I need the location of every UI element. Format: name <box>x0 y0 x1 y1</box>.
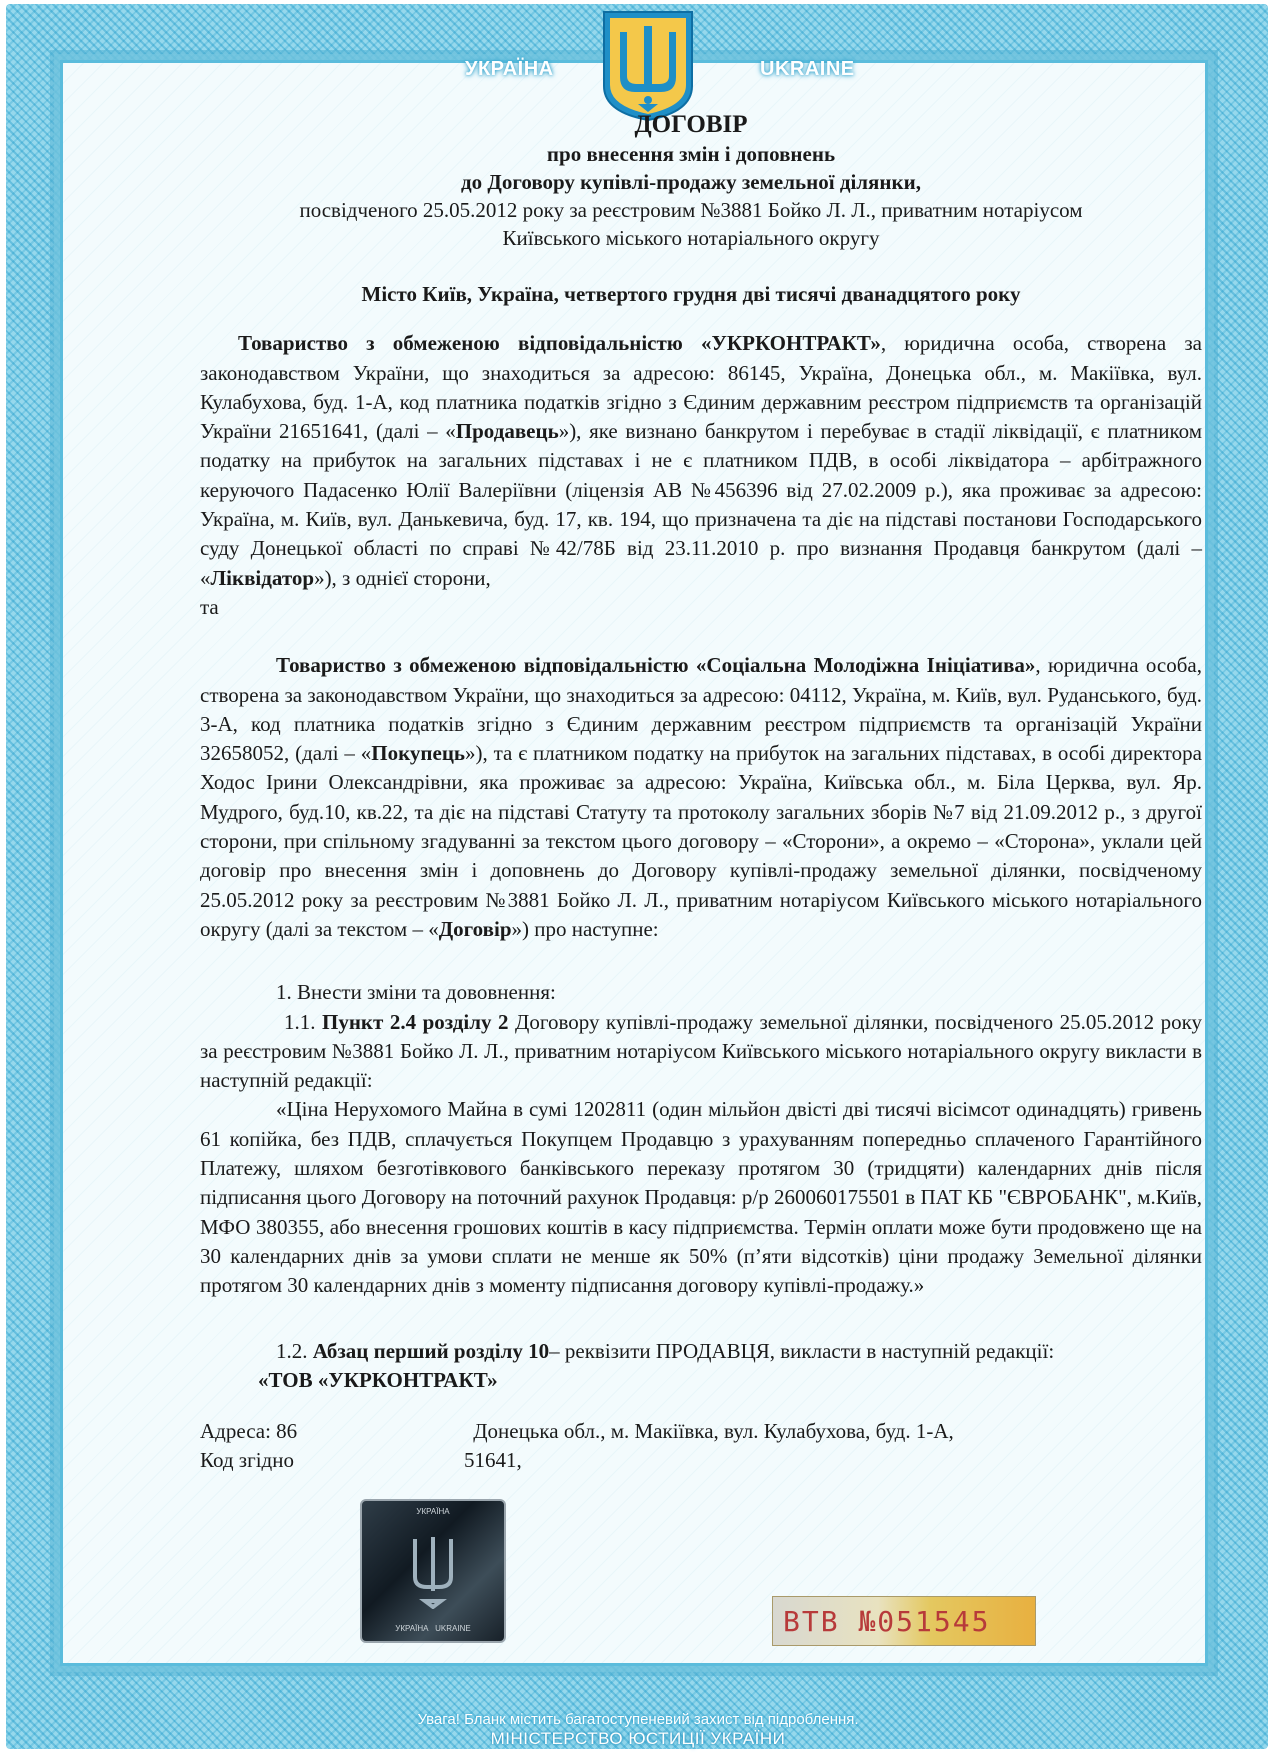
seller-requisites-name: «ТОВ «УКРКОНТРАКТ» <box>258 1367 498 1392</box>
hologram-sticker <box>360 1499 506 1643</box>
hologram-label-top <box>362 1507 504 1516</box>
spacer <box>200 1395 1202 1417</box>
hologram-label-bottom <box>362 1624 504 1633</box>
hologram-label-ua: УКРАЇНА <box>416 1507 450 1516</box>
party-buyer-name: Товариство з обмеженою відповідальністю «Соціальна Молодіжна Ініціатива» <box>276 653 1036 678</box>
clause-1-2-reference: Абзац перший розділу 10 <box>312 1338 550 1363</box>
party-seller-text-2: »), яке визнано банкрутом і перебуває в стадії ліквідації, є платником податку на прибуток на загальних підставах і не є платником ПДВ, в особі ліквідатора – арбітражного керуючого Падасенко Юлії Валеріївни (ліцензія АВ №456396 від 27.02.2009 р.), яка проживає за адресою: Україна, м. Київ, вул. Данькевича, буд. 17, кв. 194, що призначена та діє на підставі постанови Господарського суду Донецької області по справі №42/78Б від 23.11.2010 р. про визнання Продавця банкрутом (далі – « <box>200 419 1202 590</box>
serial-number-text: ВТВ №051545 <box>783 1605 991 1638</box>
seller-address-line <box>200 1417 1202 1446</box>
liquidator-term: Ліквідатор <box>210 565 315 590</box>
hologram-label-ua-bottom: УКРАЇНА <box>395 1624 429 1633</box>
blank-label-ukraine-en: UKRAINE <box>760 58 855 80</box>
party-seller-name: Товариство з обмеженою відповідальністю «УКРКОНТРАКТ» <box>238 331 881 356</box>
contract-term: Договір <box>438 916 512 941</box>
clause-1-heading: 1. Внести зміни та дововнення: <box>276 980 556 1005</box>
party-seller-text-3: »), з однієї сторони, <box>314 565 491 590</box>
party-seller-text-1: , юридична особа, створена за законодавством України, що знаходиться за адресою: 86145, Україна, Донецька обл., м. Макіївка, вул. Кулабухова, буд. 1-А, код платника податків згідно з Єдиним державним реєстром підприємств та організацій України 21651641, (далі – « <box>200 331 1202 444</box>
document-subtitle-3: посвідченого 25.05.2012 року за реєстровим №3881 Бойко Л. Л., приватним нотаріусом <box>299 198 1083 222</box>
hologram-trident-icon <box>403 1529 463 1609</box>
blank-serial-number <box>772 1596 1036 1646</box>
trident-emblem-icon <box>598 8 698 122</box>
seller-address-end: Донецька обл., м. Макіївка, вул. Кулабухова, буд. 1-А, <box>473 1419 954 1444</box>
document-body <box>200 110 1202 1476</box>
spacer <box>200 944 1202 978</box>
hologram-label-en: UKRAINE <box>435 1624 471 1633</box>
spacer <box>200 1301 1202 1337</box>
clause-1-1-reference: Пункт 2.4 розділу 2 <box>322 1009 509 1034</box>
party-buyer-paragraph <box>200 651 1202 944</box>
clause-1-1-quote: «Ціна Нерухомого Майна в сумі 1202811 (один мільйон двісті дві тисячі вісімсот одинадцять) гривень 61 копійка, без ПДВ, сплачується Покупцем Продавцю з урахуванням попередньо сплаченого Гарантійного Платежу, шляхом безготівкового банківського переказу протягом 30 (тридцяти) календарних днів після підписання цього Договору на поточний рахунок Продавця: р/р 260060175501 в ПАТ КБ "ЄВРОБАНК", м.Київ, МФО 380355, або внесення грошових коштів в касу підприємства. Термін оплати може бути продовжено ще на 30 календарних днів за умови сплати не менше як 50% (п’яти відсотків) ціни продажу Земельної ділянки протягом 30 календарних днів з моменту підписання договору купівлі-продажу.» <box>200 1097 1202 1298</box>
seller-address-start: Адреса: 86 <box>200 1419 298 1444</box>
clause-1-1-number: 1.1. <box>284 1009 322 1034</box>
party-seller-paragraph <box>200 329 1202 593</box>
document-subtitle-1: про внесення змін і доповнень <box>546 142 836 166</box>
clause-1-1 <box>200 1008 1202 1096</box>
spacer <box>200 622 1202 651</box>
document-subtitle-2: до Договору купівлі-продажу земельної ділянки, <box>461 170 921 194</box>
party-buyer-text-2: »), та є платником податку на прибуток на загальних підставах, в особі директора Ходос Ірини Олександрівни, яка проживає за адресою: Україна, Київська обл., м. Біла Церква, вул. Яр. Мудрого, буд.10, кв.22, та діє на підставі Статуту та протоколу загальних зборів №7 від 21.09.2012 р., з другої сторони, при спільному згадуванні за текстом цього договору – «Сторони», а окремо – «Сторона», уклали цей договір про внесення змін і доповнень до Договору купівлі-продажу земельної ділянки, посвідченому 25.05.2012 року за реєстровим №3881 Бойко Л. Л., приватним нотаріусом Київського міського нотаріального округу (далі за текстом – « <box>200 741 1202 941</box>
party-buyer-text-3: ») про наступне: <box>511 916 659 941</box>
clause-1-1-text: Договору купівлі-продажу земельної ділянки, посвідченого 25.05.2012 року за реєстровим №3881 Бойко Л. Л., приватним нотаріусом Київського міського нотаріального округу викласти в наступній редакції: <box>200 1009 1203 1093</box>
seller-code-start: Код згідно <box>200 1448 294 1473</box>
seller-code-end: 51641, <box>463 1448 522 1473</box>
clause-1-2-text: – реквізити ПРОДАВЦЯ, викласти в наступній редакції: <box>549 1338 1055 1363</box>
blank-label-ukraine: УКРАЇНА <box>465 58 554 80</box>
blank-protection-warning: Увага! Бланк містить багатоступеневий захист від підроблення. <box>417 1711 859 1728</box>
place-and-date: Місто Київ, Україна, четвертого грудня дві тисячі дванадцятого року <box>361 282 1021 306</box>
seller-term: Продавець <box>455 419 559 444</box>
ministry-label: МІНІСТЕРСТВО ЮСТИЦІЇ УКРАЇНИ <box>490 1729 786 1748</box>
and-conjunction: та <box>200 594 219 619</box>
clause-1-2-number: 1.2. <box>276 1338 313 1363</box>
party-buyer-text-1: , юридична особа, створена за законодавством України, що знаходиться за адресою: 04112, Україна, м. Київ, вул. Руданського, буд. 3-А, код платника податків згідно з Єдиним державним реєстром підприємств та організацій України 32658052, (далі – « <box>200 653 1202 766</box>
buyer-term: Покупець <box>371 741 466 766</box>
document-subtitle-4: Київського міського нотаріального округу <box>502 226 880 250</box>
clause-1-2 <box>200 1337 1202 1366</box>
seller-code-line <box>200 1446 1202 1475</box>
document-title: ДОГОВІР <box>634 111 748 138</box>
